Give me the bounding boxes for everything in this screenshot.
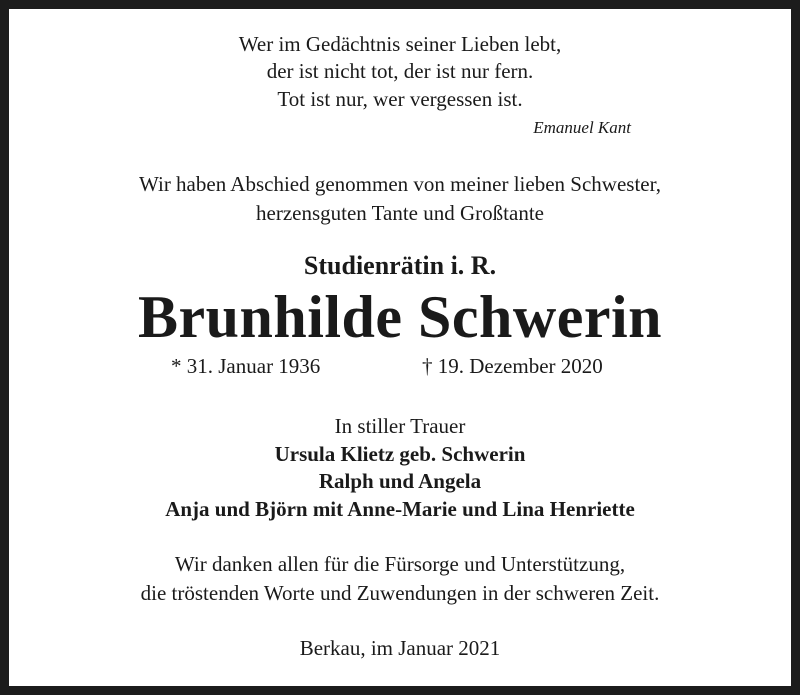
mourner-2: Ralph und Angela (318, 469, 482, 493)
deceased-title: Studienrätin i. R. (303, 251, 497, 280)
death-date: † 19. Dezember 2020 (422, 354, 603, 378)
place-date: Berkau, im Januar 2021 (299, 636, 501, 660)
quote-line-2: der ist nicht tot, der ist nur fern. (266, 59, 534, 83)
birth-date: * 31. Januar 1936 (171, 354, 321, 378)
thanks-line-2: die tröstenden Worte und Zuwendungen in der schweren Zeit. (140, 581, 660, 605)
mourner-1: Ursula Klietz geb. Schwerin (274, 442, 526, 466)
mourner-3: Anja und Björn mit Anne-Marie und Lina Henriette (165, 497, 635, 521)
quote-line-1: Wer im Gedächtnis seiner Lieben lebt, (238, 32, 562, 56)
mourning-heading: In stiller Trauer (334, 414, 466, 438)
quote-author: Emanuel Kant (533, 118, 631, 137)
intro-line-1: Wir haben Abschied genommen von meiner lieben Schwester, (139, 172, 661, 196)
intro-line-2: herzensguten Tante und Großtante (256, 201, 544, 225)
thanks-line-1: Wir danken allen für die Fürsorge und Unterstützung, (174, 552, 626, 576)
quote-line-3: Tot ist nur, wer vergessen ist. (277, 87, 523, 111)
deceased-name: Brunhilde Schwerin (137, 284, 663, 350)
